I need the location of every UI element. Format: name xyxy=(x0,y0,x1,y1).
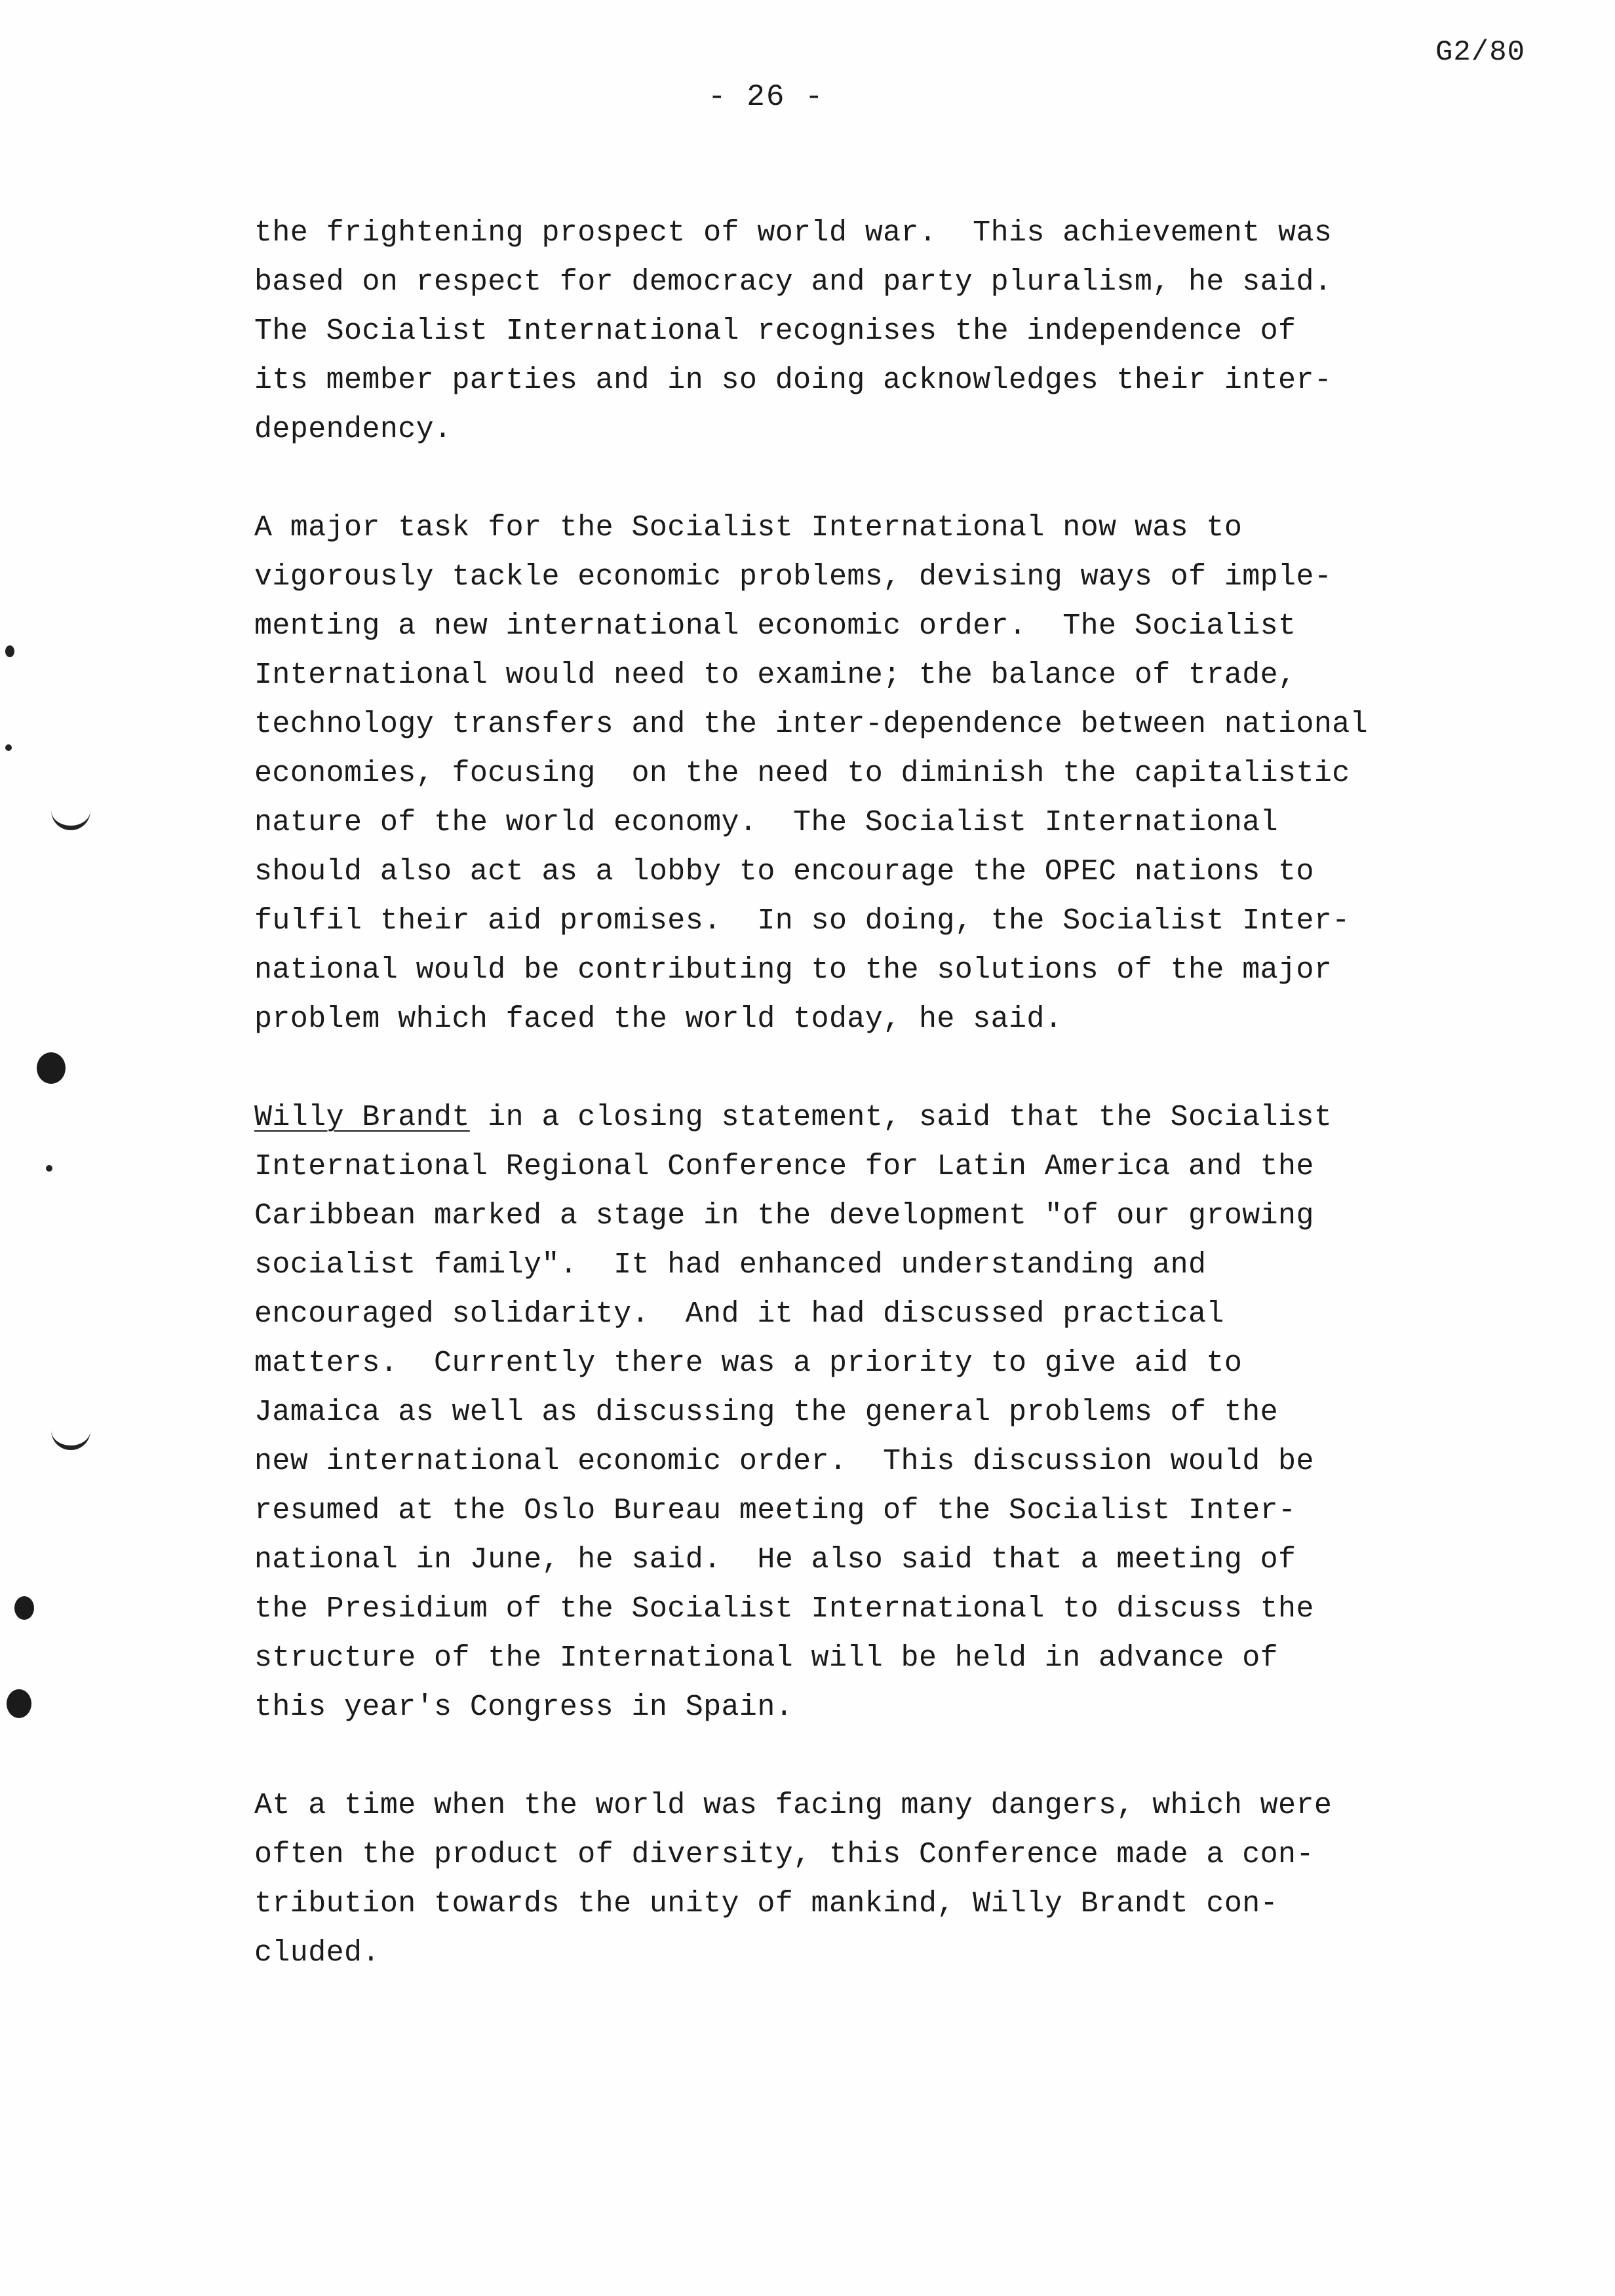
text-line: Jamaica as well as discussing the general problems of the xyxy=(254,1396,1279,1429)
speaker-name: Willy Brandt xyxy=(254,1101,470,1134)
scan-artifact-mark xyxy=(51,1427,90,1450)
text-line: nature of the world economy. The Socialist International xyxy=(254,806,1279,839)
text-line: The Socialist International recognises the independence of xyxy=(254,315,1296,348)
text-line: often the product of diversity, this Conference made a con- xyxy=(254,1838,1314,1871)
punch-hole-mark xyxy=(14,1596,34,1620)
body-text xyxy=(254,208,1552,1978)
text-line: International would need to examine; the balance of trade, xyxy=(254,659,1296,692)
document-reference: G2/80 xyxy=(1435,36,1526,69)
scan-artifact-mark xyxy=(5,744,12,751)
text-line: cluded. xyxy=(254,1936,380,1970)
punch-hole-mark xyxy=(7,1689,31,1718)
text-line: the frightening prospect of world war. This achievement was xyxy=(254,216,1333,250)
paragraph-spacer xyxy=(254,1044,1552,1093)
text-line: technology transfers and the inter-dependence between national xyxy=(254,708,1369,741)
text-line: national would be contributing to the solutions of the major xyxy=(254,953,1333,987)
paragraph xyxy=(254,1781,1552,1978)
text-line: tribution towards the unity of mankind, Willy Brandt con- xyxy=(254,1887,1279,1921)
text-line: economies, focusing on the need to diminish the capitalistic xyxy=(254,757,1350,790)
paragraph xyxy=(254,1093,1552,1732)
text-line: resumed at the Oslo Bureau meeting of the Socialist Inter- xyxy=(254,1494,1296,1527)
text-line: new international economic order. This discussion would be xyxy=(254,1445,1314,1478)
text-line: matters. Currently there was a priority to give aid to xyxy=(254,1347,1243,1380)
text-line: menting a new international economic order. The Socialist xyxy=(254,609,1296,643)
punch-hole-mark xyxy=(37,1052,66,1084)
text-line: dependency. xyxy=(254,413,452,446)
text-line xyxy=(254,1093,1552,1142)
paragraph xyxy=(254,208,1552,454)
text-line: the Presidium of the Socialist International to discuss the xyxy=(254,1592,1314,1626)
text-line: this year's Congress in Spain. xyxy=(254,1691,794,1724)
scan-artifact-mark xyxy=(46,1165,52,1172)
text-line: At a time when the world was facing many dangers, which were xyxy=(254,1789,1333,1822)
text-line: A major task for the Socialist International now was to xyxy=(254,511,1243,545)
text-line: socialist family". It had enhanced understanding and xyxy=(254,1248,1207,1282)
text-line: based on respect for democracy and party pluralism, he said. xyxy=(254,265,1333,299)
scan-artifact-mark xyxy=(5,645,14,657)
page-number: - 26 - xyxy=(708,80,825,114)
paragraph-spacer xyxy=(254,1732,1552,1781)
text-line: vigorously tackle economic problems, devising ways of imple- xyxy=(254,560,1333,594)
text-line: structure of the International will be held in advance of xyxy=(254,1641,1279,1675)
paragraph xyxy=(254,503,1552,1044)
text-line: national in June, he said. He also said that a meeting of xyxy=(254,1543,1296,1577)
text-fragment: in a closing statement, said that the Socialist xyxy=(469,1101,1333,1134)
text-line: should also act as a lobby to encourage the OPEC nations to xyxy=(254,855,1314,889)
text-line: fulfil their aid promises. In so doing, the Socialist Inter- xyxy=(254,904,1350,938)
text-line: International Regional Conference for Latin America and the xyxy=(254,1150,1314,1183)
paragraph-spacer xyxy=(254,454,1552,503)
scan-artifact-mark xyxy=(51,807,90,830)
text-line: problem which faced the world today, he said. xyxy=(254,1003,1063,1036)
text-line: its member parties and in so doing acknowledges their inter- xyxy=(254,364,1333,397)
text-line: Caribbean marked a stage in the development "of our growing xyxy=(254,1199,1314,1233)
text-line: encouraged solidarity. And it had discussed practical xyxy=(254,1297,1224,1331)
